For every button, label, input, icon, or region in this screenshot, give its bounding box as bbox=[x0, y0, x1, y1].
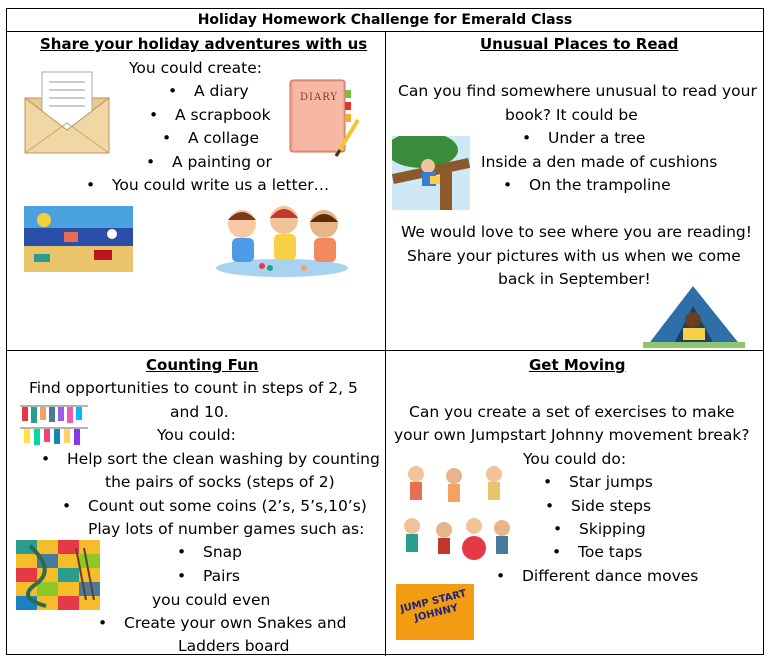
reading-share-line2: Share your pictures with us when we come bbox=[407, 247, 741, 265]
reading-heading: Unusual Places to Read bbox=[480, 35, 679, 53]
list-item: • Different dance moves bbox=[522, 566, 698, 586]
list-item: the pairs of socks (steps of 2) bbox=[105, 473, 335, 491]
moving-intro-line2: your own Jumpstart Johnny movement break? bbox=[394, 426, 750, 444]
list-item: • A painting or bbox=[172, 152, 272, 172]
list-item: • You could write us a letter… bbox=[112, 175, 329, 195]
column-divider bbox=[385, 31, 386, 656]
exercising-kids-image bbox=[398, 460, 514, 568]
counting-intro-line2: and 10. bbox=[170, 403, 229, 421]
list-item: • Star jumps bbox=[569, 472, 653, 492]
list-item: • Help sort the clean washing by counting bbox=[67, 449, 380, 469]
adventures-intro: You could create: bbox=[129, 59, 262, 77]
counting-even: you could even bbox=[152, 591, 271, 609]
envelope-letter-image bbox=[22, 68, 112, 156]
list-item: Ladders board bbox=[178, 637, 290, 655]
counting-games: Play lots of number games such as: bbox=[88, 520, 365, 538]
list-item: • A collage bbox=[188, 128, 259, 148]
reading-in-tent-image bbox=[643, 280, 745, 348]
collage-image bbox=[24, 206, 133, 272]
socks-washing-line-image bbox=[20, 402, 88, 448]
page-title: Holiday Homework Challenge for Emerald Class bbox=[7, 9, 763, 32]
painting-kids-image bbox=[212, 196, 350, 278]
counting-intro-line1: Find opportunities to count in steps of 2, 5 bbox=[29, 379, 358, 397]
counting-heading: Counting Fun bbox=[146, 356, 259, 374]
diary-image bbox=[288, 78, 363, 158]
reading-share-line3: back in September! bbox=[498, 270, 651, 288]
list-item: • Count out some coins (2’s, 5’s,10’s) bbox=[88, 496, 367, 516]
list-item: • A diary bbox=[194, 81, 249, 101]
list-item: • Create your own Snakes and bbox=[124, 613, 346, 633]
logo-text: JUMP START JOHNNY bbox=[399, 588, 468, 625]
list-item: • A scrapbook bbox=[175, 105, 271, 125]
list-item: • Pairs bbox=[203, 566, 240, 586]
list-item: Inside a den made of cushions bbox=[481, 153, 718, 171]
row-divider bbox=[7, 350, 763, 351]
list-item: • Toe taps bbox=[578, 542, 642, 562]
counting-could: You could: bbox=[157, 426, 236, 444]
moving-heading: Get Moving bbox=[529, 356, 626, 374]
list-item: • Under a tree bbox=[548, 128, 645, 148]
list-item: • On the trampoline bbox=[529, 175, 671, 195]
list-item: • Skipping bbox=[579, 519, 646, 539]
reading-share-line1: We would love to see where you are reading! bbox=[401, 223, 752, 241]
adventures-heading: Share your holiday adventures with us bbox=[40, 35, 368, 53]
moving-could: You could do: bbox=[523, 450, 627, 468]
list-item: • Side steps bbox=[571, 496, 651, 516]
reading-in-tree-image bbox=[392, 136, 470, 210]
reading-intro-line1: Can you find somewhere unusual to read your bbox=[398, 82, 757, 100]
snakes-ladders-board-image bbox=[16, 540, 100, 610]
diary-label: DIARY bbox=[300, 92, 339, 103]
moving-intro-line1: Can you create a set of exercises to make bbox=[409, 403, 735, 421]
reading-intro-line2: book? It could be bbox=[505, 106, 638, 124]
jumpstart-johnny-logo bbox=[396, 584, 474, 640]
list-item: • Snap bbox=[203, 542, 242, 562]
